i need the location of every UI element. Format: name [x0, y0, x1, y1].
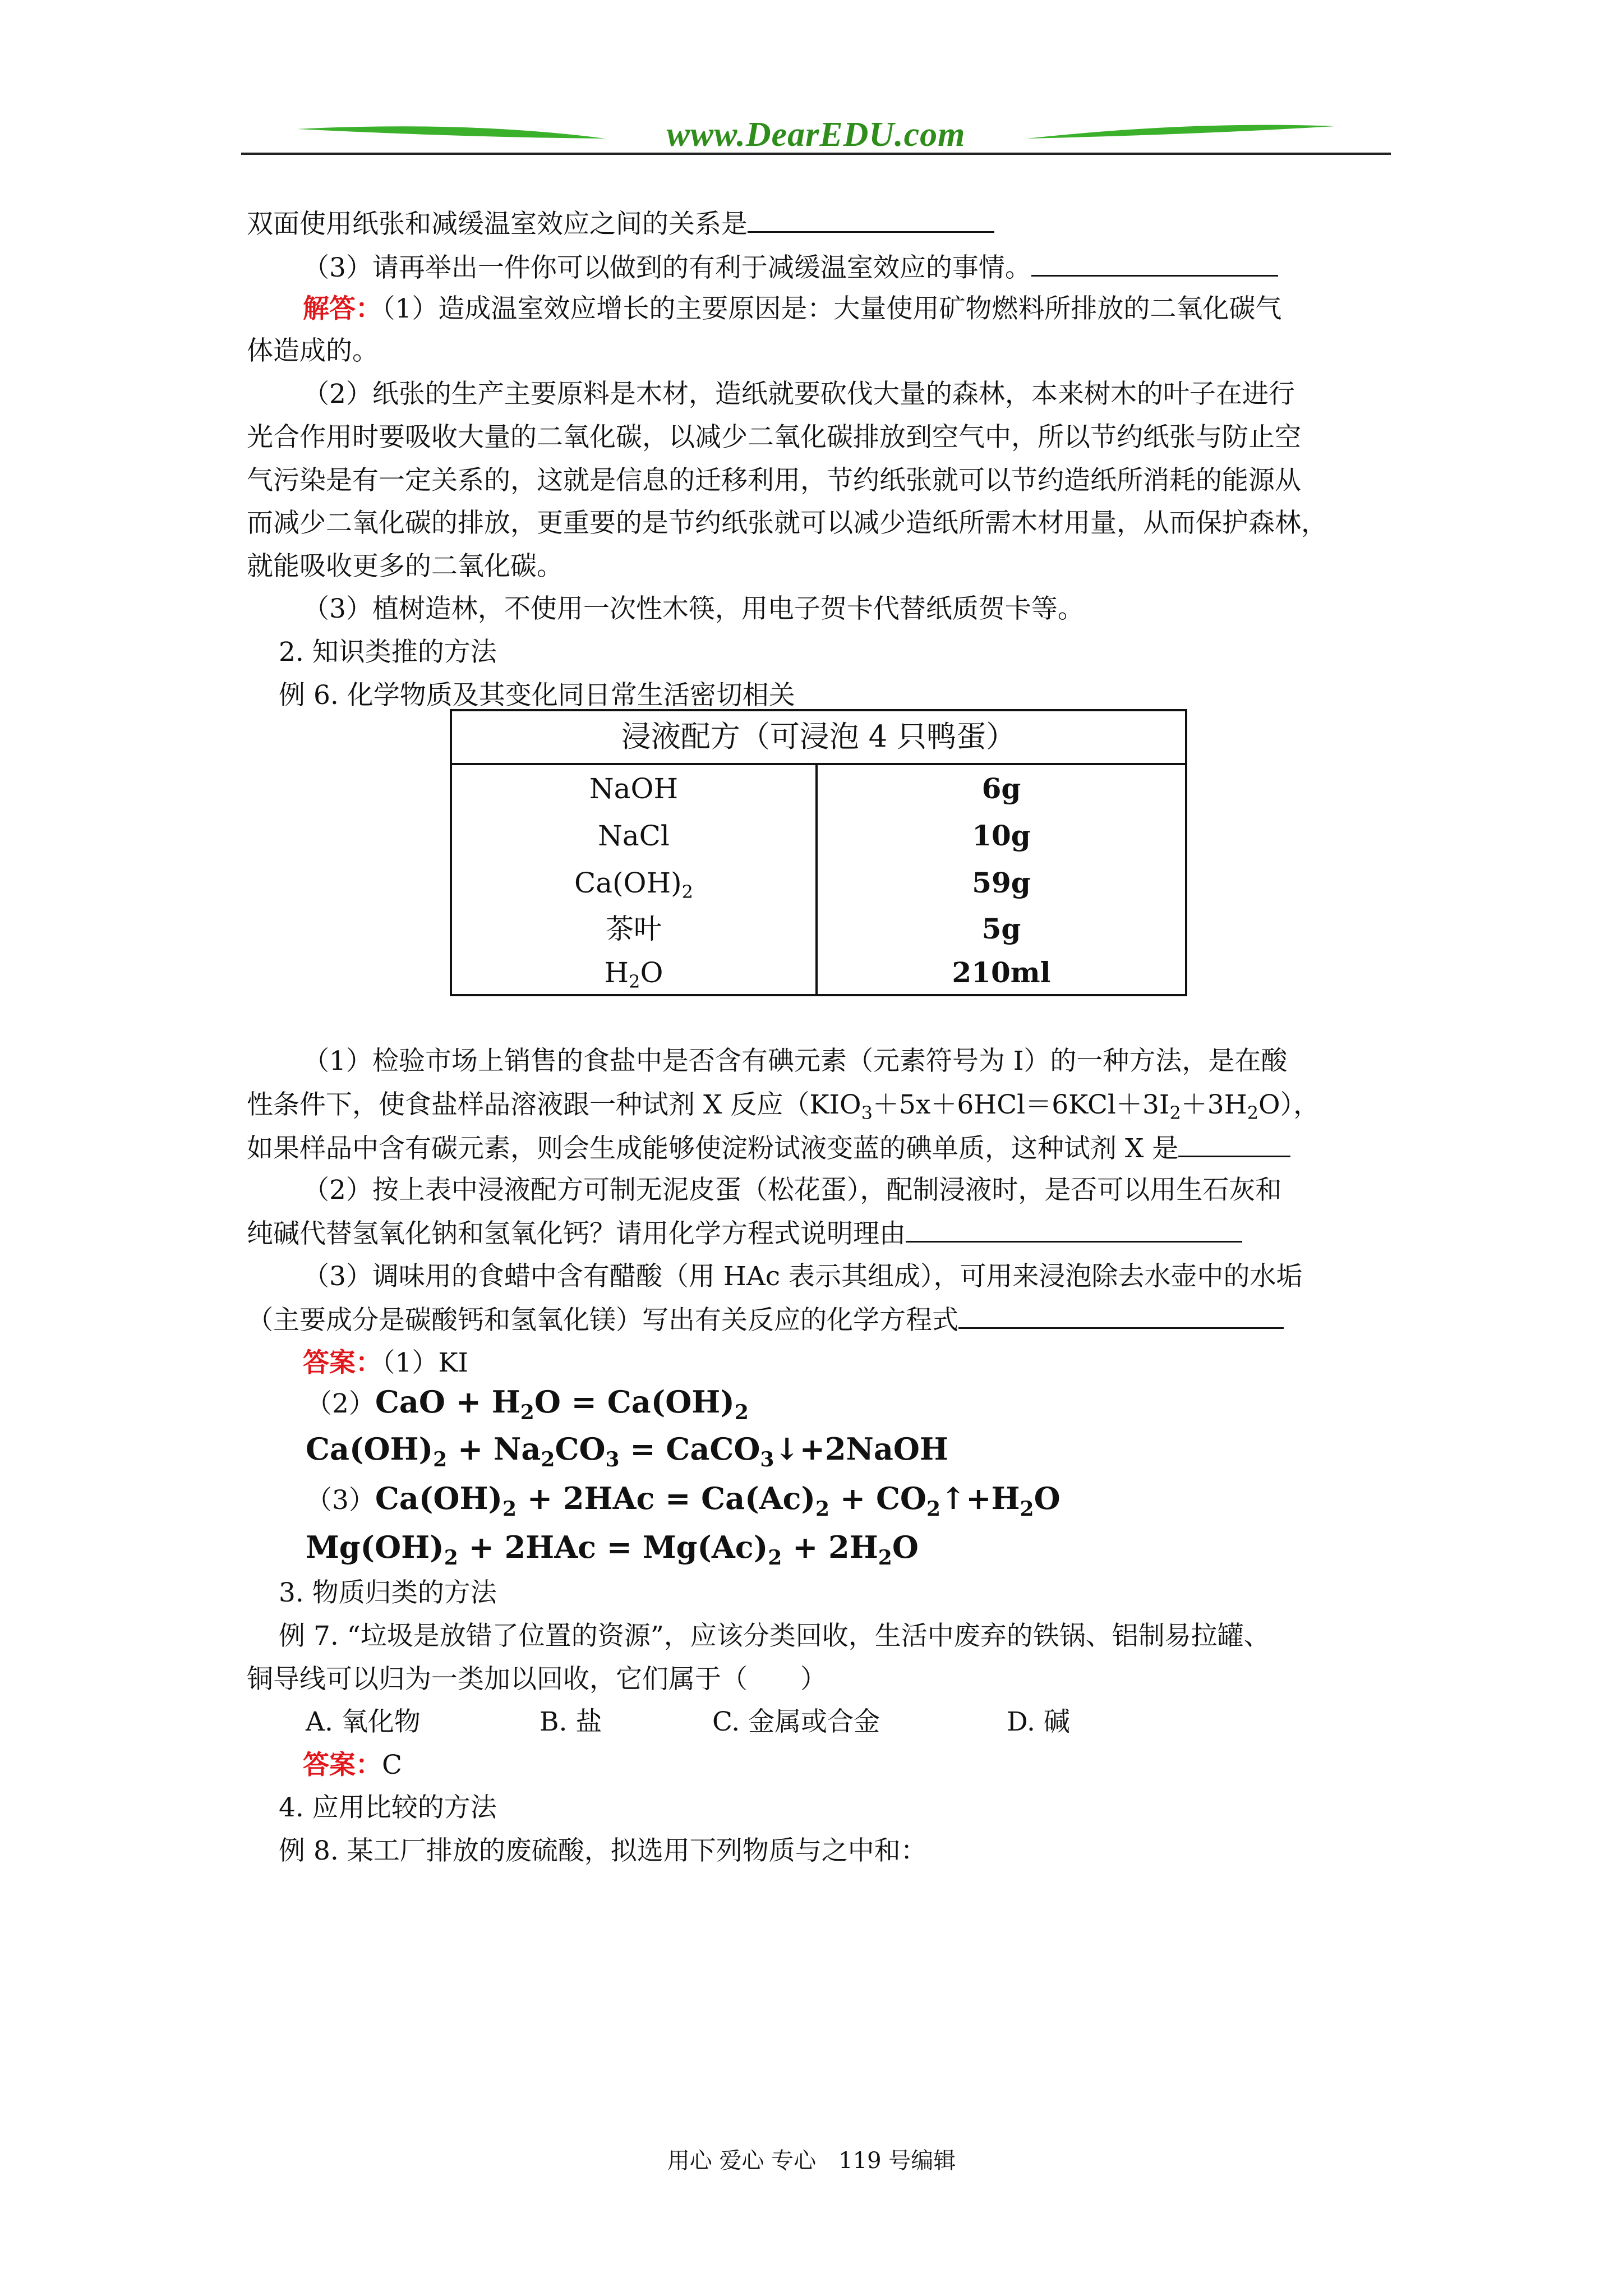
- equation-part: = CaCO: [619, 1431, 760, 1467]
- text-line: 光合作用时要吸收大量的二氧化碳，以减少二氧化碳排放到空气中，所以节约纸张与防止空: [247, 422, 1301, 453]
- answer-label: 答案：: [303, 1750, 382, 1780]
- text-line-content: （3）请再举出一件你可以做到的有利于减缓温室效应的事情。: [303, 252, 1031, 283]
- equation-part: O: [1034, 1480, 1061, 1516]
- equation-part: + Na: [447, 1431, 541, 1467]
- question-line: [247, 1303, 1284, 1337]
- answer-label: 解答：: [303, 293, 382, 324]
- option-c: C. 金属或合金: [712, 1706, 880, 1737]
- table-cell-name: NaOH: [589, 772, 679, 805]
- equation-subscript: 2: [878, 1546, 892, 1570]
- section-heading: 3. 物质归类的方法: [279, 1577, 497, 1608]
- table-cell-value: 210ml: [952, 956, 1051, 989]
- question-line: [247, 1131, 1290, 1166]
- text-line-content: O），: [1258, 1089, 1320, 1120]
- table-title: 浸液配方（可浸泡 4 只鸭蛋）: [452, 711, 1185, 765]
- equation-prefix: （2）: [306, 1388, 375, 1419]
- page-footer: 用心 爱心 专心 119 号编辑: [667, 2148, 956, 2174]
- equation-part: Ca(OH): [375, 1480, 503, 1516]
- equation-part: O = Ca(OH): [534, 1384, 735, 1420]
- formula-subscript: 2: [1247, 1102, 1259, 1124]
- equation-part: + 2H: [782, 1529, 878, 1565]
- equation-part: + 2HAc = Ca(Ac): [517, 1480, 816, 1516]
- text-line-content: （主要成分是碳酸钙和氢氧化镁）写出有关反应的化学方程式: [247, 1305, 958, 1336]
- example-heading: 例 6. 化学物质及其变化同日常生活密切相关: [279, 680, 795, 711]
- equation-part: Ca(OH): [306, 1431, 434, 1467]
- question-line: （1）检验市场上销售的食盐中是否含有碘元素（元素符号为 I）的一种方法，是在酸: [303, 1046, 1288, 1076]
- question-line: （2）按上表中浸液配方可制无泥皮蛋（松花蛋），配制浸液时，是否可以用生石灰和: [303, 1175, 1282, 1205]
- question-line: （3）调味用的食蜡中含有醋酸（用 HAc 表示其组成），可用来浸泡除去水壶中的水垢: [303, 1261, 1303, 1292]
- answer-text: C: [382, 1750, 402, 1780]
- equation-prefix: （3）: [306, 1485, 375, 1516]
- table-cell-name: NaCl: [598, 820, 670, 852]
- site-logo-text: www.DearEDU.com: [666, 116, 966, 154]
- text-line-content: ＋5x＋6HCl＝6KCl＋3I: [872, 1089, 1170, 1120]
- equation-part: + 2HAc = Mg(Ac): [458, 1529, 768, 1565]
- text-line: 而减少二氧化碳的排放，更重要的是节约纸张就可以减少造纸所需木材用量，从而保护森林，: [247, 508, 1327, 539]
- equation-part: + CO: [829, 1480, 926, 1516]
- formula-subscript: 2: [1169, 1102, 1181, 1124]
- answer-blank: [748, 206, 994, 233]
- equation-subscript: 2: [734, 1401, 749, 1424]
- text-line-content: 如果样品中含有碳元素，则会生成能够使淀粉试液变蓝的碘单质，这种试剂 X 是: [247, 1133, 1179, 1164]
- equation-part: O: [892, 1529, 919, 1565]
- option-d: D. 碱: [1007, 1706, 1070, 1737]
- answer-line: [303, 1749, 402, 1782]
- option-b: B. 盐: [540, 1706, 602, 1737]
- chemical-equation: [306, 1527, 919, 1577]
- formula-text: H: [604, 956, 629, 989]
- chemical-equation: [306, 1382, 749, 1432]
- text-line: [303, 250, 1278, 285]
- formula-subscript: 3: [861, 1102, 873, 1124]
- equation-part: ↓+2NaOH: [774, 1431, 948, 1467]
- equation-part: CaO + H: [375, 1384, 520, 1420]
- text-line: [247, 206, 994, 241]
- table-cell-value: 6g: [981, 772, 1021, 805]
- formula-text: O: [640, 956, 663, 989]
- text-line-content: ＋3H: [1181, 1089, 1247, 1120]
- equation-subscript: 2: [768, 1546, 782, 1570]
- text-line: 气污染是有一定关系的，这就是信息的迁移利用，节约纸张就可以节约造纸所消耗的能源从: [247, 465, 1301, 496]
- section-heading: 4. 应用比较的方法: [279, 1792, 497, 1823]
- equation-subscript: 2: [433, 1448, 448, 1471]
- formula-text: Ca(OH): [574, 867, 682, 899]
- answer-blank: [1031, 250, 1278, 277]
- equation-subscript: 2: [926, 1497, 941, 1521]
- text-line: （2）纸张的生产主要原料是木材，造纸就要砍伐大量的森林，本来树木的叶子在进行: [303, 379, 1295, 409]
- table-cell-name: [452, 949, 815, 1005]
- option-a: A. 氧化物: [306, 1706, 421, 1737]
- table-cell-value: 5g: [981, 912, 1021, 945]
- text-line-content: （1）造成温室效应增长的主要原因是：大量使用矿物燃料所排放的二氧化碳气: [382, 293, 1282, 324]
- equation-subscript: 3: [760, 1448, 774, 1471]
- equation-part: ↑+H: [940, 1480, 1020, 1516]
- equation-subscript: 2: [502, 1497, 517, 1521]
- question-line: [247, 1088, 1320, 1130]
- recipe-table: [450, 709, 1187, 996]
- equation-subscript: 2: [520, 1401, 534, 1424]
- text-line: 就能吸收更多的二氧化碳。: [247, 551, 563, 582]
- answer-text: （1）KI: [382, 1347, 469, 1378]
- table-cell-name: 茶叶: [606, 913, 662, 945]
- text-line-content: 性条件下，使食盐样品溶液跟一种试剂 X 反应（KIO: [247, 1089, 861, 1120]
- example-line: 铜导线可以归为一类加以回收，它们属于（ ）: [247, 1664, 827, 1695]
- equation-subscript: 3: [605, 1448, 620, 1471]
- table-cell-value: 59g: [972, 866, 1031, 899]
- formula-subscript: 2: [681, 881, 694, 903]
- answer-blank: [1178, 1131, 1290, 1157]
- site-header-banner: [241, 104, 1391, 165]
- example-line: 例 7. “垃圾是放错了位置的资源”，应该分类回收，生活中废弃的铁锅、铝制易拉罐、: [279, 1621, 1270, 1651]
- section-heading: 2. 知识类推的方法: [279, 637, 497, 668]
- answer-blank: [906, 1216, 1242, 1243]
- formula-subscript: 2: [629, 971, 640, 992]
- header-rule: [241, 153, 1391, 155]
- equation-subscript: 2: [444, 1546, 458, 1570]
- text-line-content: 纯碱代替氢氧化钠和氢氧化钙？请用化学方程式说明理由: [247, 1218, 906, 1249]
- answer-blank: [958, 1303, 1284, 1329]
- example-line: 例 8. 某工厂排放的废硫酸，拟选用下列物质与之中和：: [279, 1835, 927, 1866]
- text-line: [303, 292, 1281, 326]
- equation-part: CO: [555, 1431, 606, 1467]
- text-line: 体造成的。: [247, 335, 379, 366]
- table-cell-value: 10g: [972, 819, 1031, 852]
- equation-subscript: 2: [1020, 1497, 1034, 1521]
- text-line-content: 双面使用纸张和减缓温室效应之间的关系是: [247, 209, 748, 240]
- question-line: [247, 1216, 1242, 1251]
- equation-subscript: 2: [541, 1448, 555, 1471]
- equation-part: Mg(OH): [306, 1529, 444, 1565]
- answer-line: [303, 1346, 468, 1380]
- equation-subscript: 2: [815, 1497, 830, 1521]
- chemical-equation: [306, 1479, 1061, 1529]
- text-line: （3）植树造林，不使用一次性木筷，用电子贺卡代替纸质贺卡等。: [303, 593, 1084, 624]
- chemical-equation: [306, 1429, 948, 1479]
- answer-label: 答案：: [303, 1347, 382, 1378]
